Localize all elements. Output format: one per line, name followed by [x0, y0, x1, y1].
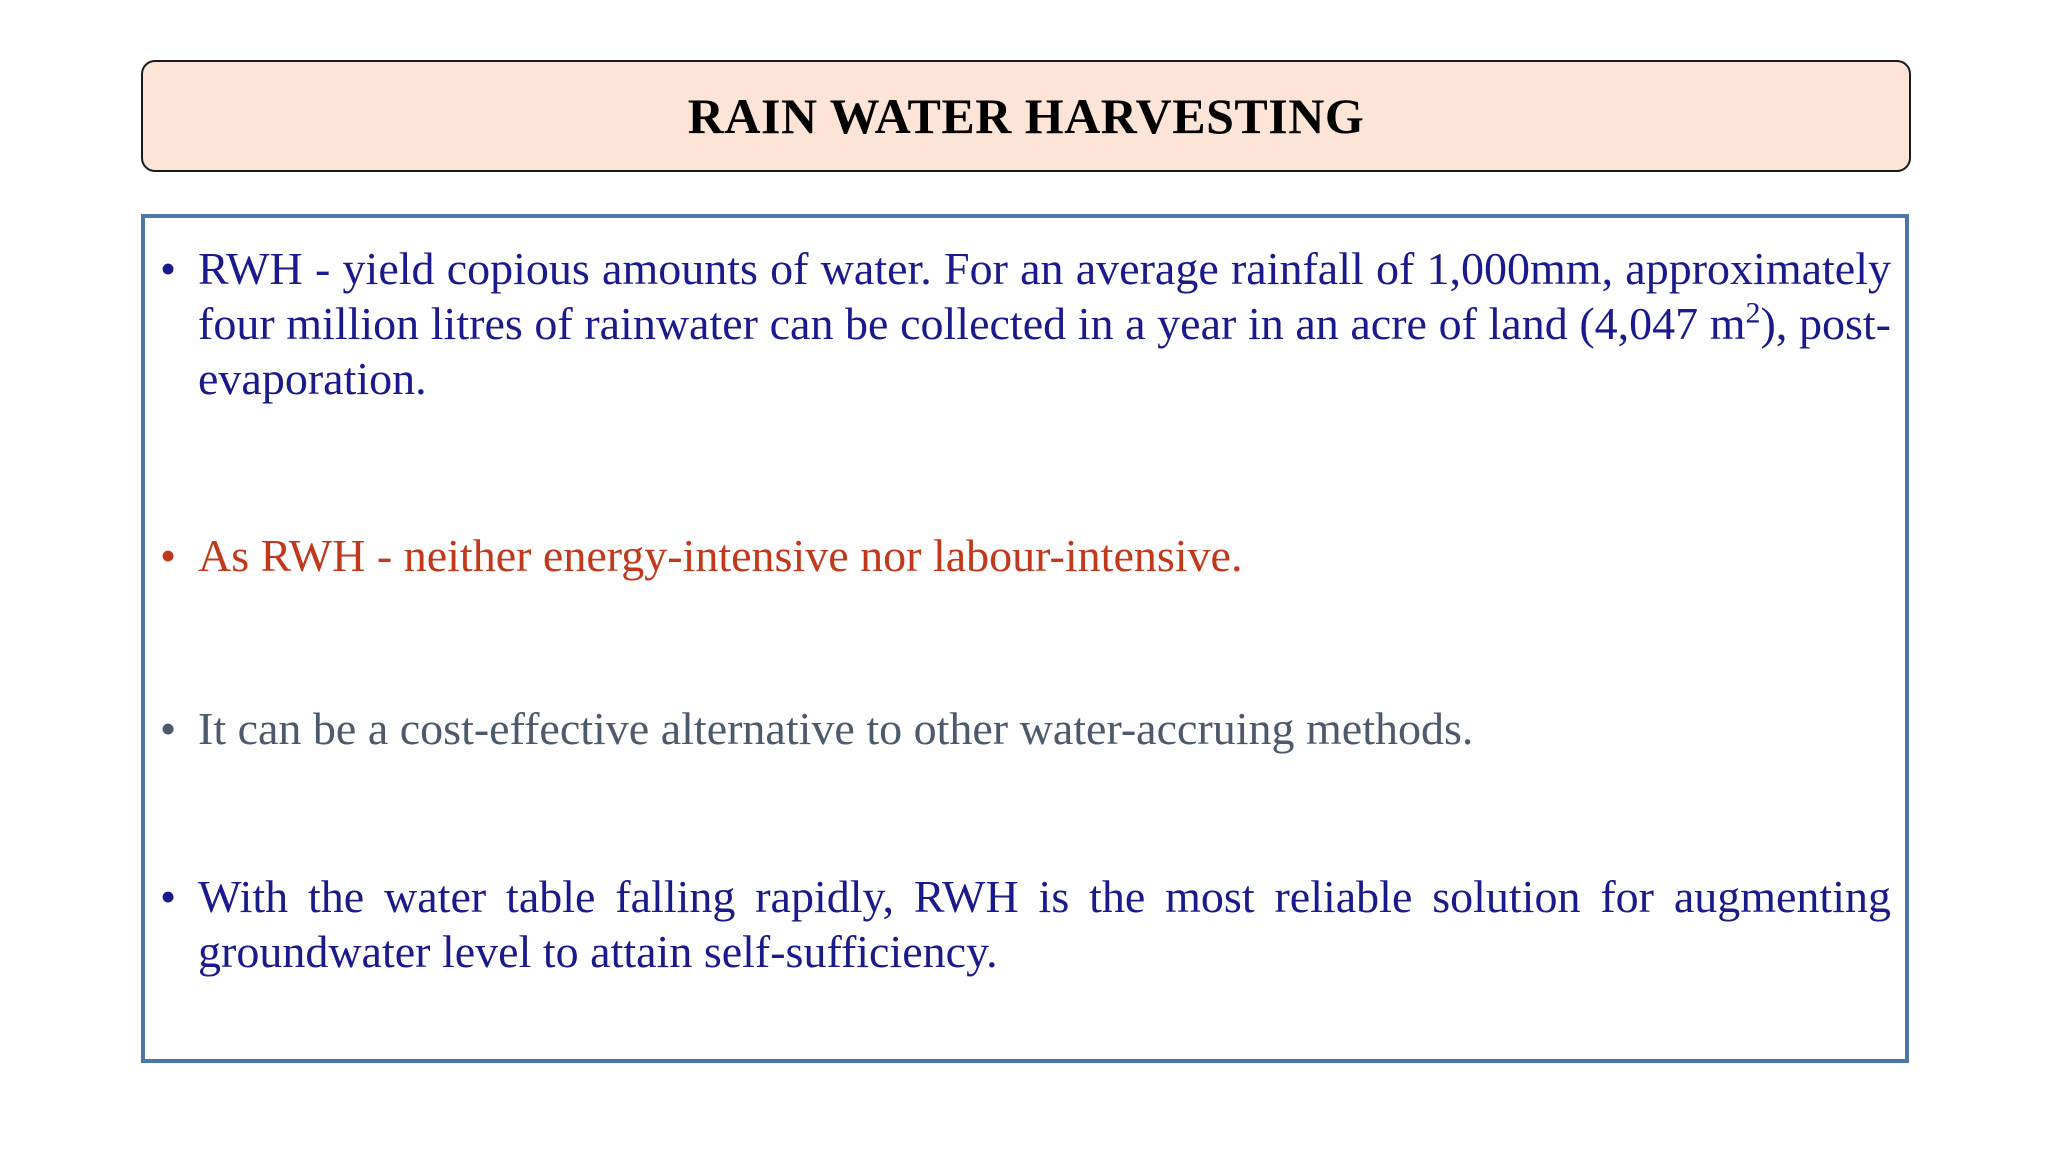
slide-title: RAIN WATER HARVESTING [687, 88, 1365, 144]
bullet-dot-icon: • [160, 530, 177, 581]
bullet-dot-icon: • [160, 871, 177, 922]
bullet-text: As RWH - neither energy-intensive nor labour-intensive. [198, 530, 1243, 581]
bullet-item-rwh-yield [145, 241, 1905, 406]
bullet-item-cost-effective [145, 701, 1905, 756]
bullet-dot-icon: • [160, 703, 177, 754]
bullet-dot-icon: • [160, 243, 177, 294]
bullet-text: It can be a cost-effective alternative to other water-accruing methods. [198, 703, 1474, 754]
slide-title-banner [141, 60, 1911, 172]
superscript: 2 [1745, 296, 1761, 330]
content-panel [141, 214, 1909, 1063]
bullet-text: With the water table falling rapidly, RWH is the most reliable solution for augmenting groundwater level to attain self-sufficiency. [198, 871, 1891, 977]
bullet-item-energy [145, 528, 1905, 583]
bullet-item-water-table [145, 869, 1905, 979]
bullet-text: RWH - yield copious amounts of water. For an average rainfall of 1,000mm, approximately four million litres of rainwater can be collected in a year in an acre of land (4,047 $m^2$), post-evaporation. [198, 243, 1891, 404]
